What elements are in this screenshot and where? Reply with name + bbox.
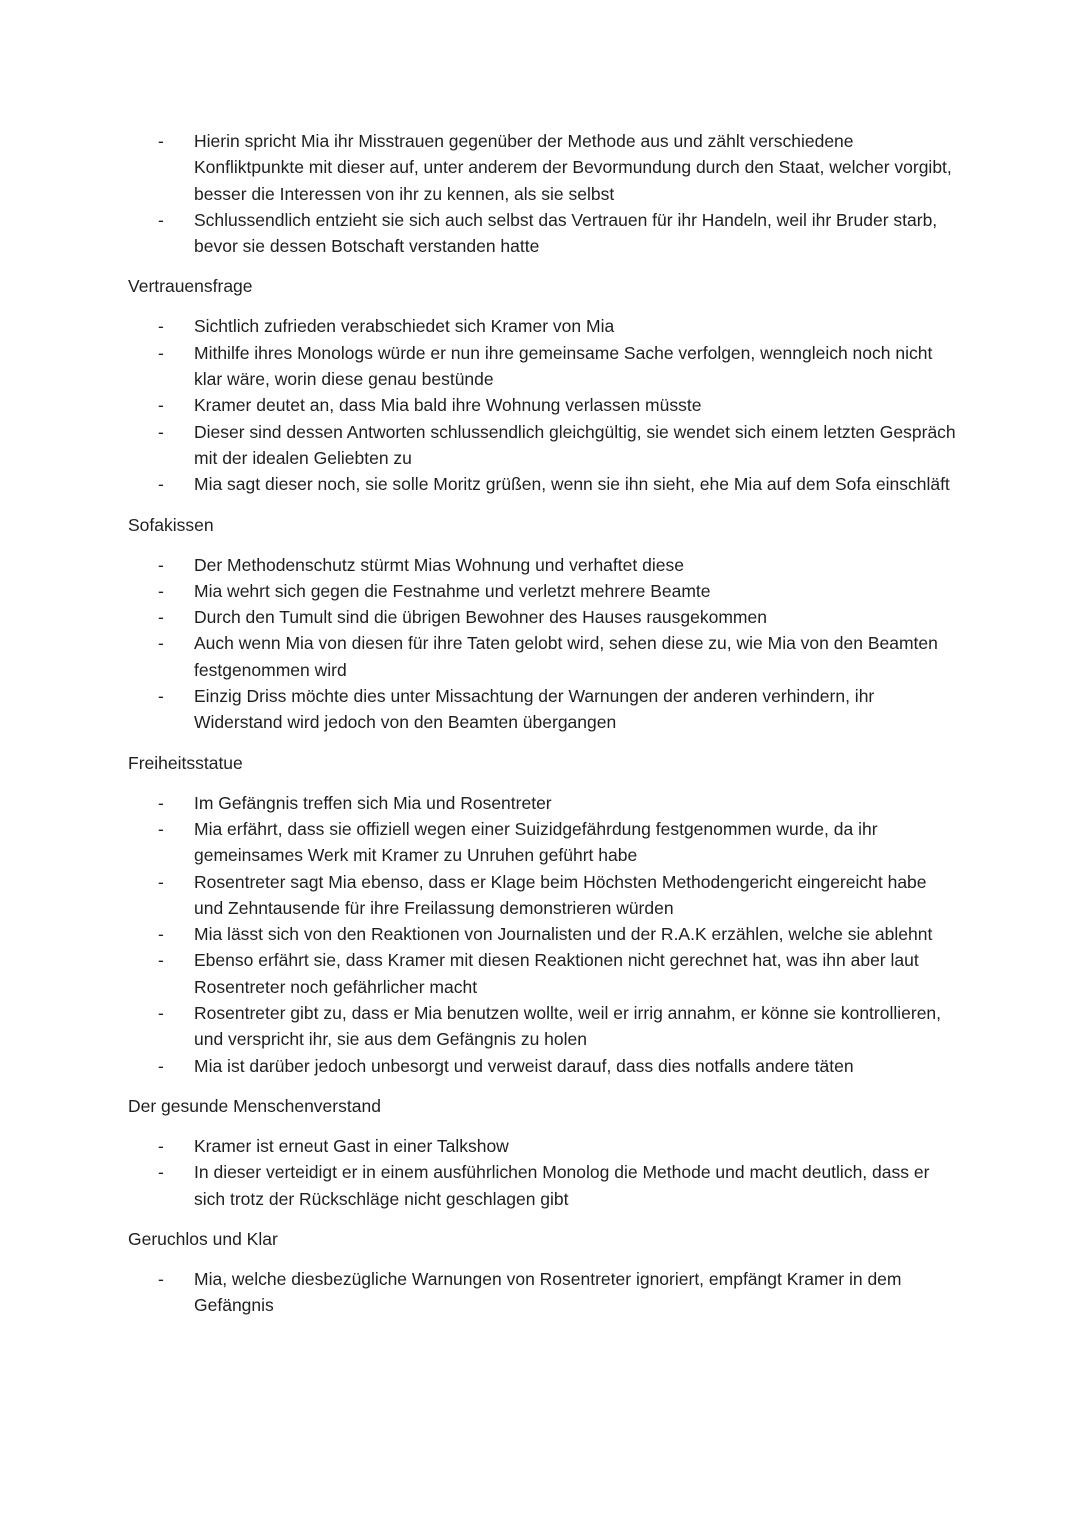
- bullet-dash: -: [158, 1268, 164, 1289]
- list-item-text: Durch den Tumult sind die übrigen Bewohner des Hauses rausgekommen: [194, 607, 767, 628]
- list-item: [128, 630, 958, 683]
- list-item: [128, 471, 958, 497]
- list-item-text: Mia lässt sich von den Reaktionen von Journalisten und der R.A.K erzählen, welche sie ablehnt: [194, 924, 933, 945]
- section: [128, 512, 958, 736]
- section-bullet-list: [128, 1266, 958, 1319]
- list-item-text: Mia sagt dieser noch, sie solle Moritz grüßen, wenn sie ihn sieht, ehe Mia auf dem Sofa einschläft: [194, 474, 950, 495]
- section: [128, 273, 958, 497]
- list-item: [128, 340, 958, 393]
- list-item: [128, 1133, 958, 1159]
- list-item-text: Kramer ist erneut Gast in einer Talkshow: [194, 1135, 509, 1156]
- bullet-dash: -: [158, 209, 164, 230]
- list-item-text: Hierin spricht Mia ihr Misstrauen gegenüber der Methode aus und zählt verschiedene Konfliktpunkte mit dieser auf, unter anderem der Bevormundung durch den Staat, welcher vorgibt, besser die Interessen von ihr zu kennen, als sie selbst: [194, 131, 952, 204]
- list-item: [128, 869, 958, 922]
- list-item-text: Rosentreter sagt Mia ebenso, dass er Klage beim Höchsten Methodengericht eingereicht habe und Zehntausende für ihre Freilassung demonstrieren würden: [194, 871, 927, 918]
- section: [128, 750, 958, 1079]
- bullet-dash: -: [158, 1135, 164, 1156]
- bullet-dash: -: [158, 1055, 164, 1076]
- list-item-text: Mia, welche diesbezügliche Warnungen von Rosentreter ignoriert, empfängt Kramer in dem Gefängnis: [194, 1268, 902, 1316]
- list-item: [128, 1053, 958, 1079]
- list-item-text: Mia erfährt, dass sie offiziell wegen einer Suizidgefährdung festgenommen wurde, da ihr gemeinsames Werk mit Kramer zu Unruhen geführt habe: [194, 818, 878, 866]
- bullet-dash: -: [158, 950, 164, 971]
- list-item: [128, 1266, 958, 1319]
- list-item-text: Im Gefängnis treffen sich Mia und Rosentreter: [194, 792, 552, 813]
- bullet-dash: -: [158, 395, 164, 416]
- document-body: [128, 128, 958, 1318]
- bullet-dash: -: [158, 871, 164, 892]
- list-item: [128, 128, 958, 207]
- bullet-dash: -: [158, 924, 164, 945]
- list-item: [128, 790, 958, 816]
- section-heading: Freiheitsstatue: [128, 752, 243, 773]
- section-heading: Der gesunde Menschenverstand: [128, 1095, 381, 1116]
- section-bullet-list: [128, 552, 958, 736]
- section-bullet-list: [128, 313, 958, 497]
- bullet-dash: -: [158, 316, 164, 337]
- bullet-dash: -: [158, 792, 164, 813]
- section-heading: Sofakissen: [128, 514, 214, 535]
- bullet-dash: -: [158, 686, 164, 707]
- bullet-dash: -: [158, 131, 164, 151]
- list-item-text: Mia wehrt sich gegen die Festnahme und verletzt mehrere Beamte: [194, 580, 711, 601]
- bullet-dash: -: [158, 607, 164, 628]
- list-item-text: Schlussendlich entzieht sie sich auch selbst das Vertrauen für ihr Handeln, weil ihr Bruder starb, bevor sie dessen Botschaft verstanden hatte: [194, 209, 938, 257]
- list-item: [128, 683, 958, 736]
- list-item: [128, 392, 958, 418]
- list-item-text: Mithilfe ihres Monologs würde er nun ihre gemeinsame Sache verfolgen, wenngleich noch nicht klar wäre, worin diese genau bestünde: [194, 342, 933, 390]
- bullet-dash: -: [158, 580, 164, 601]
- section-bullet-list: [128, 1133, 958, 1212]
- list-item: [128, 552, 958, 578]
- bullet-dash: -: [158, 421, 164, 442]
- list-item: [128, 921, 958, 947]
- list-item: [128, 1159, 958, 1212]
- list-item-text: Kramer deutet an, dass Mia bald ihre Wohnung verlassen müsste: [194, 395, 702, 416]
- list-item: [128, 604, 958, 630]
- sections-container: [128, 273, 958, 1318]
- list-item-text: In dieser verteidigt er in einem ausführlichen Monolog die Methode und macht deutlich, dass er sich trotz der Rückschläge nicht geschlagen gibt: [194, 1162, 930, 1209]
- bullet-dash: -: [158, 554, 164, 575]
- list-item-text: Einzig Driss möchte dies unter Missachtung der Warnungen der anderen verhindern, ihr Widerstand wird jedoch von den Beamten übergangen: [194, 686, 875, 733]
- list-item-text: Ebenso erfährt sie, dass Kramer mit diesen Reaktionen nicht gerechnet hat, was ihn aber laut Rosentreter noch gefährlicher macht: [194, 950, 919, 997]
- list-item-text: Der Methodenschutz stürmt Mias Wohnung und verhaftet diese: [194, 554, 684, 575]
- list-item-text: Mia ist darüber jedoch unbesorgt und verweist darauf, dass dies notfalls andere täten: [194, 1055, 854, 1076]
- bullet-dash: -: [158, 818, 164, 839]
- list-item-text: Dieser sind dessen Antworten schlussendlich gleichgültig, sie wendet sich einem letzten Gespräch mit der idealen Geliebten zu: [194, 421, 956, 468]
- intro-bullet-list: [128, 128, 958, 259]
- list-item-text: Rosentreter gibt zu, dass er Mia benutzen wollte, weil er irrig annahm, er könne sie kontrollieren, und verspricht ihr, sie aus dem Gefängnis zu holen: [194, 1003, 942, 1050]
- list-item: [128, 947, 958, 1000]
- section-bullet-list: [128, 790, 958, 1079]
- list-item-text: Sichtlich zufrieden verabschiedet sich Kramer von Mia: [194, 316, 615, 337]
- list-item: [128, 207, 958, 260]
- list-item: [128, 578, 958, 604]
- list-item: [128, 313, 958, 339]
- list-item: [128, 1000, 958, 1053]
- list-item: [128, 419, 958, 472]
- section-heading: Geruchlos und Klar: [128, 1228, 278, 1249]
- bullet-dash: -: [158, 1003, 164, 1024]
- section-heading: Vertrauensfrage: [128, 276, 253, 297]
- section: [128, 1093, 958, 1212]
- section: [128, 1226, 958, 1319]
- bullet-dash: -: [158, 474, 164, 495]
- list-item-text: Auch wenn Mia von diesen für ihre Taten gelobt wird, sehen diese zu, wie Mia von den Beamten festgenommen wird: [194, 633, 938, 680]
- bullet-dash: -: [158, 342, 164, 363]
- bullet-dash: -: [158, 633, 164, 654]
- bullet-dash: -: [158, 1162, 164, 1183]
- list-item: [128, 816, 958, 869]
